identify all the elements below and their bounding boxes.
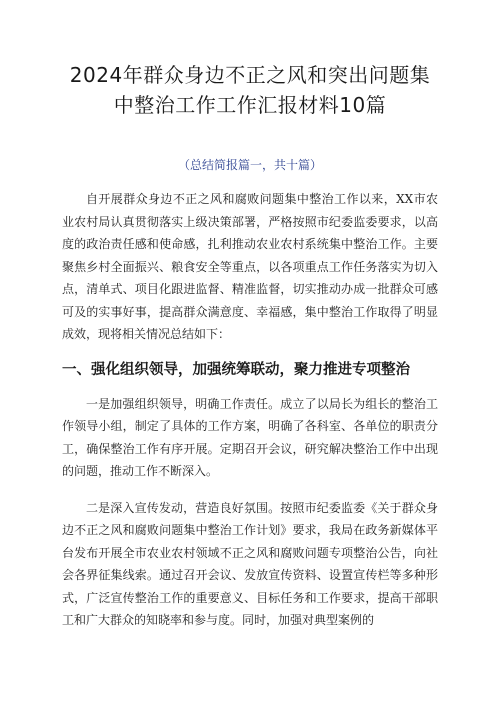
section-heading: 一、强化组织领导，加强统筹联动，聚力推进专项整治 — [62, 361, 410, 378]
document-subtitle: （总结简报篇一，共十篇） — [177, 158, 322, 172]
intro-paragraph: 自开展群众身边不正之风和腐败问题集中整治工作以来，XX市农业农村局认真贯彻落实上级决策部署，严格按照市纪委监委要求，以高度的政治责任感和使命感，扎利推动农业农村系统集中整治工作。主要聚焦乡村全面振兴、粮食安全等重点，以各项重点工作任务落实为切入点，清单式、项目化跟进监督、精准监督，切实推动办成一批群众可感可及的实事好事，提高群众满意度、幸福感，集中整治工作取得了明显成效，现将相关情况总结如下： — [62, 192, 438, 341]
section-paragraph-1: 一是加强组织领导，明确工作责任。成立了以局长为组长的整治工作领导小组，制定了具体的工作方案，明确了各科室、各单位的职责分工，确保整治工作有序开展。定期召开会议，研究解决整治工作中出现的问题，推动工作不断深入。 — [62, 396, 438, 478]
section-paragraph-2: 二是深入宣传发动，营造良好氛围。按照市纪委监委《关于群众身边不正之风和腐败问题集中整治工作计划》要求，我局在政务新媒体平台发布开展全市农业农村领域不正之风和腐败问题专项整治公告，向社会各界征集线索。通过召开会议、发放宣传资料、设置宣传栏等多种形式，广泛宣传整治工作的重要意义、目标任务和工作要求，提高干部职工和广大群众的知晓率和参与度。同时，加强对典型案例的 — [62, 500, 438, 627]
document-title: 2024年群众身边不正之风和突出问题集中整治工作工作汇报材料10篇 — [69, 63, 431, 117]
